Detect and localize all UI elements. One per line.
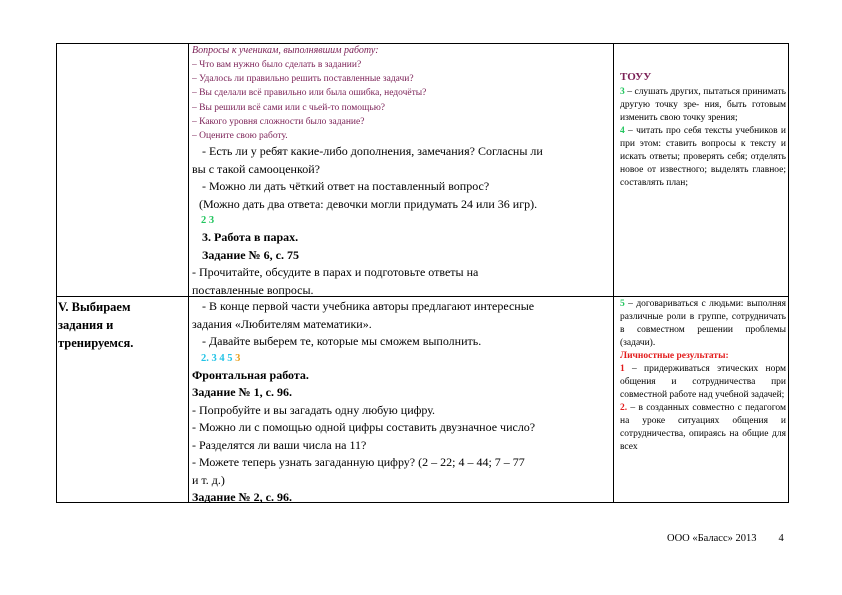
marker-numbers	[192, 213, 608, 229]
skill-number: 5	[620, 299, 625, 309]
skill-item	[620, 298, 786, 350]
stage-title-line: тренируемся.	[58, 336, 134, 350]
paragraph: - Прочитайте, обсудите в парах и подготовьте ответы на	[192, 265, 479, 280]
skill-number: 4	[620, 126, 625, 136]
row1-skills-cell	[620, 70, 786, 190]
skill-number: 2.	[620, 403, 628, 413]
skill-text: – читать про себя тексты учебников и при этом: ставить вопросы к тексту и искать ответы; проверять себя; отделять новое от известного; выделять главное; составлять план;	[620, 126, 786, 188]
section-heading: Фронтальная работа.	[192, 367, 309, 382]
skill-text: – в созданных совместно с педагогом на уроке ситуациях общения и сотрудничества, опираясь на общие для всех	[620, 403, 786, 452]
table-border-left	[56, 43, 57, 503]
paragraph: - Попробуйте и вы загадать одну любую цифру.	[192, 402, 436, 417]
skill-number: 3	[620, 87, 625, 97]
question-item: – Что вам нужно было сделать в задании?	[192, 60, 362, 70]
task-heading: Задание № 6, с. 75	[202, 247, 299, 262]
page-footer	[667, 533, 784, 544]
skills-title: ТОУУ	[620, 71, 652, 83]
question-item: – Оцените свою работу.	[192, 131, 288, 142]
paragraph: задания «Любителям математики».	[192, 316, 372, 331]
marker-number: 4	[219, 352, 225, 364]
section-heading: 3. Работа в парах.	[202, 230, 299, 245]
paragraph: - Есть ли у ребят какие-либо дополнения, замечания? Согласны ли	[202, 144, 543, 159]
paragraph: - Давайте выберем те, которые мы сможем выполнить.	[202, 334, 482, 348]
paragraph: поставленные вопросы.	[192, 282, 314, 297]
paragraph: - Можете теперь узнать загаданную цифру? (2 – 22; 4 – 44; 7 – 77	[192, 455, 525, 469]
stage-title-line: V. Выбираем	[58, 300, 131, 314]
page-number: 4	[778, 533, 784, 544]
paragraph: (Можно дать два ответа: девочки могли придумать 24 или 36 игр).	[199, 196, 538, 211]
paragraph: и т. д.)	[192, 472, 225, 487]
paragraph: - Разделятся ли ваши числа на 11?	[192, 437, 367, 452]
task-heading: Задание № 1, с. 96.	[192, 385, 292, 399]
column-divider-2	[613, 43, 614, 503]
paragraph: - Можно ли с помощью одной цифры составить двузначное число?	[192, 420, 536, 434]
task-heading: Задание № 2, с. 96.	[192, 490, 292, 504]
skill-text: – договариваться с людьми: выполняя различные роли в группе, сотрудничать в совместном решении проблемы (задачи).	[620, 299, 786, 348]
row2-skills-cell	[620, 298, 786, 498]
stage-title-line: задания и	[58, 318, 114, 332]
column-divider-1	[188, 43, 189, 503]
question-item: – Вы решили всё сами или с чьей-то помощью?	[192, 102, 386, 113]
publisher-text: ООО «Баласс» 2013	[667, 533, 757, 544]
question-item: – Какого уровня сложности было задание?	[192, 116, 365, 127]
marker-number: 3	[235, 352, 241, 364]
question-item: – Удалось ли правильно решить поставленные задачи?	[192, 74, 414, 85]
paragraph: - В конце первой части учебника авторы предлагают интересные	[202, 299, 535, 313]
skill-number: 1	[620, 364, 625, 374]
skill-text: – слушать других, пытаться принимать другую точку зре- ния, быть готовым изменить свою точку зрения;	[620, 87, 786, 123]
marker-number: 3	[211, 352, 217, 364]
skill-item	[620, 86, 786, 125]
question-item: – Вы сделали всё правильно или была ошибка, недочёты?	[192, 88, 427, 99]
marker-number: 2	[201, 215, 207, 227]
marker-number: 5	[227, 352, 233, 364]
marker-number: 3	[208, 215, 215, 227]
marker-numbers	[192, 351, 608, 367]
row1-content-cell	[192, 44, 608, 299]
questions-title: Вопросы к ученикам, выполнявшим работу:	[192, 45, 379, 56]
skill-text: – придерживаться этических норм общения и сотрудничества при совместной работе над учебной задачей;	[620, 364, 786, 400]
stage-cell	[58, 298, 186, 352]
row2-content-cell	[192, 298, 608, 507]
skill-item	[620, 402, 786, 454]
skill-item	[620, 125, 786, 190]
paragraph: вы с такой самооценкой?	[192, 161, 320, 176]
marker-number: 2.	[201, 352, 209, 364]
results-subtitle: Личностные результаты:	[620, 351, 729, 361]
table-border-right	[788, 43, 789, 503]
paragraph: - Можно ли дать чёткий ответ на поставленный вопрос?	[202, 179, 490, 194]
skill-item	[620, 363, 786, 402]
